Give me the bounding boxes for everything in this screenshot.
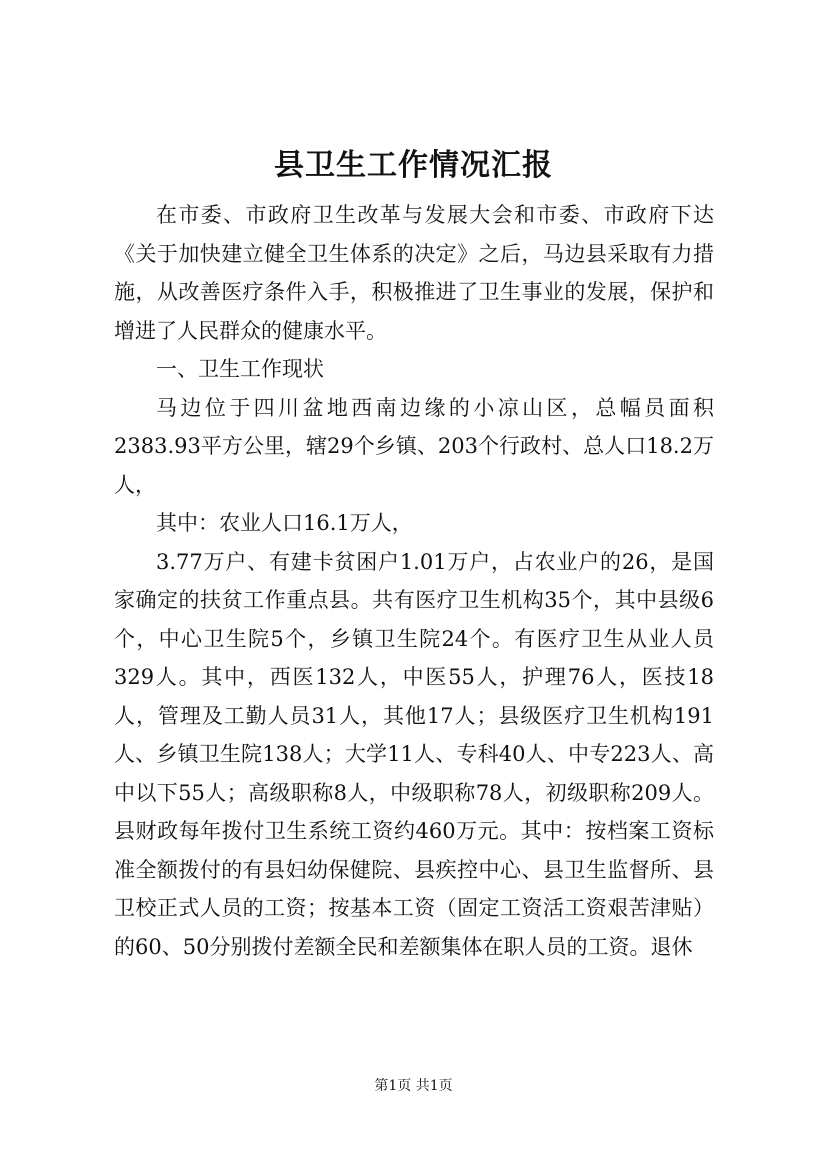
paragraph-details: 3.77万户、有建卡贫困户1.01万户，占农业户的26，是国家确定的扶贫工作重点县。共有医疗卫生机构35个，其中县级6个，中心卫生院5个，乡镇卫生院24个。有医疗卫生从业人员329人。其中，西医132人，中医55人，护理76人，医技18人，管理及工勤人员31人，其他17人；县级医疗卫生机构191人、乡镇卫生院138人；大学11人、专科40人、中专223人、高中以下55人；高级职称8人，中级职称78人，初级职称209人。县财政每年拨付卫生系统工资约460万元。其中：按档案工资标准全额拨付的有县妇幼保健院、县疾控中心、县卫生监督所、县卫校正式人员的工资；按基本工资（固定工资活工资艰苦津贴）的60、50分别拨付差额全民和差额集体在职人员的工资。退休 [114, 549, 714, 959]
section-heading: 一、卫生工作现状 [156, 357, 324, 381]
paragraph-population: 其中：农业人口16.1万人， [156, 511, 413, 535]
document-body [114, 196, 714, 966]
document-title: 县卫生工作情况汇报 [274, 148, 553, 183]
paragraph-location: 马边位于四川盆地西南边缘的小凉山区，总幅员面积2383.93平方公里，辖29个乡镇、203个行政村、总人口18.2万人， [114, 395, 714, 497]
page-number: 第1页 共1页 [374, 1078, 453, 1094]
paragraph-intro: 在市委、市政府卫生改革与发展大会和市委、市政府下达《关于加快建立健全卫生体系的决定》之后，马边县采取有力措施，从改善医疗条件入手，积极推进了卫生事业的发展，保护和增进了人民群众的健康水平。 [114, 203, 714, 343]
